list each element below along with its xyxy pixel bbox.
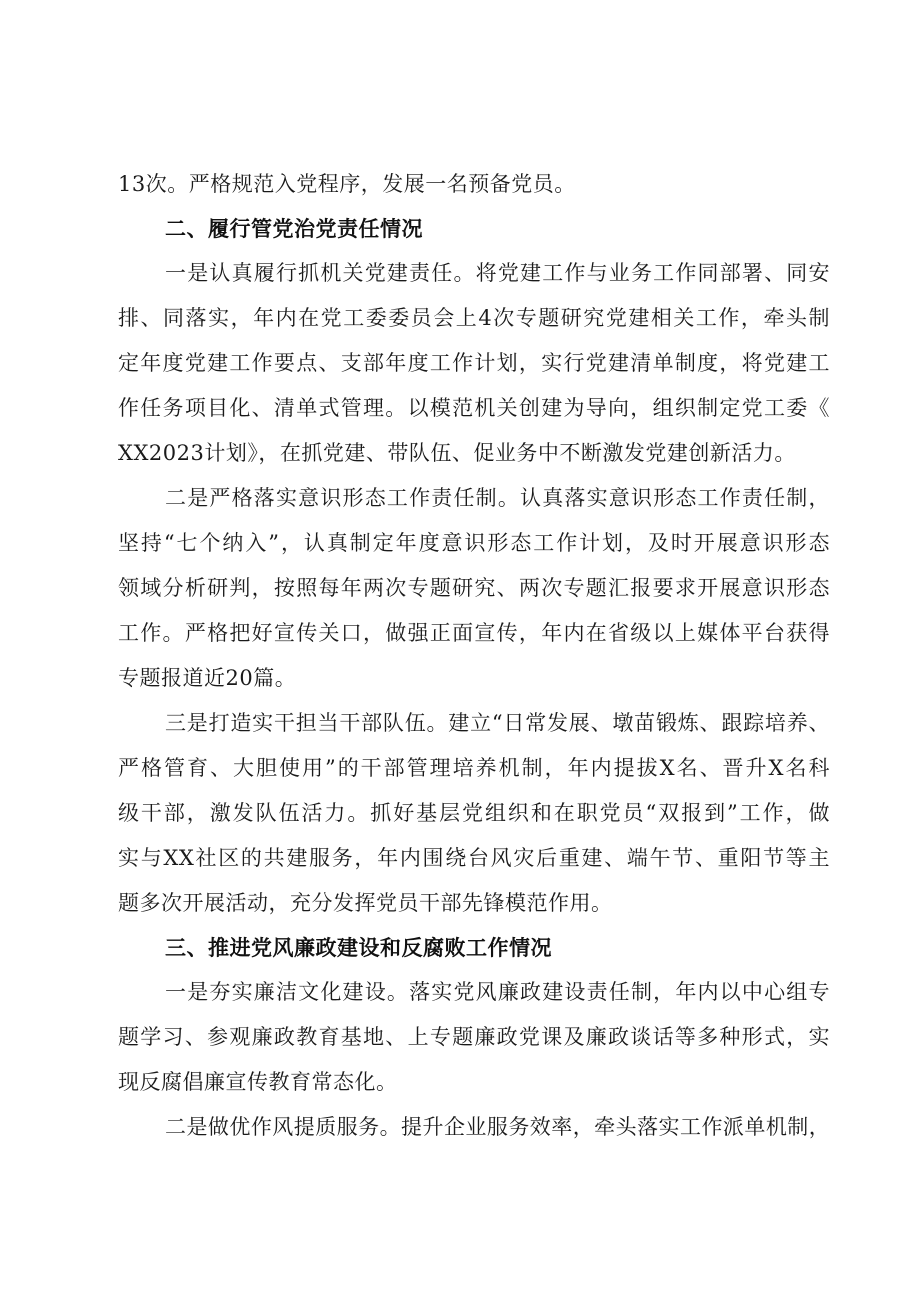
paragraph-line: 定年度党建工作要点、支部年度工作计划，实行党建清单制度，将党建工 (118, 351, 830, 375)
paragraph-line: 领域分析研判，按照每年两次专题研究、两次专题汇报要求开展意识形态 (118, 576, 830, 600)
paragraph-line: 一是认真履行抓机关党建责任。将党建工作与业务工作同部署、同安 (165, 261, 830, 285)
section-heading-2: 二、履行管党治党责任情况 (165, 217, 423, 241)
paragraph-line: 严格管育、大胆使用”的干部管理培养机制，年内提拔X名、晋升X名科 (118, 756, 830, 780)
paragraph-line: 坚持“七个纳入”，认真制定年度意识形态工作计划，及时开展意识形态 (118, 531, 830, 555)
paragraph-line: 题多次开展活动，充分发挥党员干部先锋模范作用。 (118, 891, 613, 915)
paragraph-line: 一是夯实廉洁文化建设。落实党风廉政建设责任制，年内以中心组专 (165, 980, 830, 1004)
paragraph-line: 工作。严格把好宣传关口，做强正面宣传，年内在省级以上媒体平台获得 (118, 621, 830, 645)
paragraph-line: 排、同落实，年内在党工委委员会上4次专题研究党建相关工作，牵头制 (118, 306, 830, 330)
paragraph-line: 实与XX社区的共建服务，年内围绕台风灾后重建、端午节、重阳节等主 (118, 846, 830, 870)
paragraph-line: 题学习、参观廉政教育基地、上专题廉政党课及廉政谈话等多种形式，实 (118, 1025, 830, 1049)
paragraph-line: 13次。严格规范入党程序，发展一名预备党员。 (118, 172, 576, 196)
section-heading-3: 三、推进党风廉政建设和反腐败工作情况 (165, 936, 552, 960)
paragraph-line: 二是严格落实意识形态工作责任制。认真落实意识形态工作责任制， (165, 486, 830, 510)
paragraph-line: XX2023计划》，在抓党建、带队伍、促业务中不断激发党建创新活力。 (118, 441, 796, 465)
paragraph-line: 专题报道近20篇。 (118, 666, 297, 690)
paragraph-line: 二是做优作风提质服务。提升企业服务效率，牵头落实工作派单机制， (165, 1115, 830, 1139)
paragraph-line: 级干部，激发队伍活力。抓好基层党组织和在职党员“双报到”工作，做 (118, 801, 830, 825)
paragraph-line: 作任务项目化、清单式管理。以模范机关创建为导向，组织制定党工委《 (118, 396, 830, 420)
paragraph-line: 三是打造实干担当干部队伍。建立“日常发展、墩苗锻炼、跟踪培养、 (165, 711, 830, 735)
paragraph-line: 现反腐倡廉宣传教育常态化。 (118, 1070, 398, 1094)
